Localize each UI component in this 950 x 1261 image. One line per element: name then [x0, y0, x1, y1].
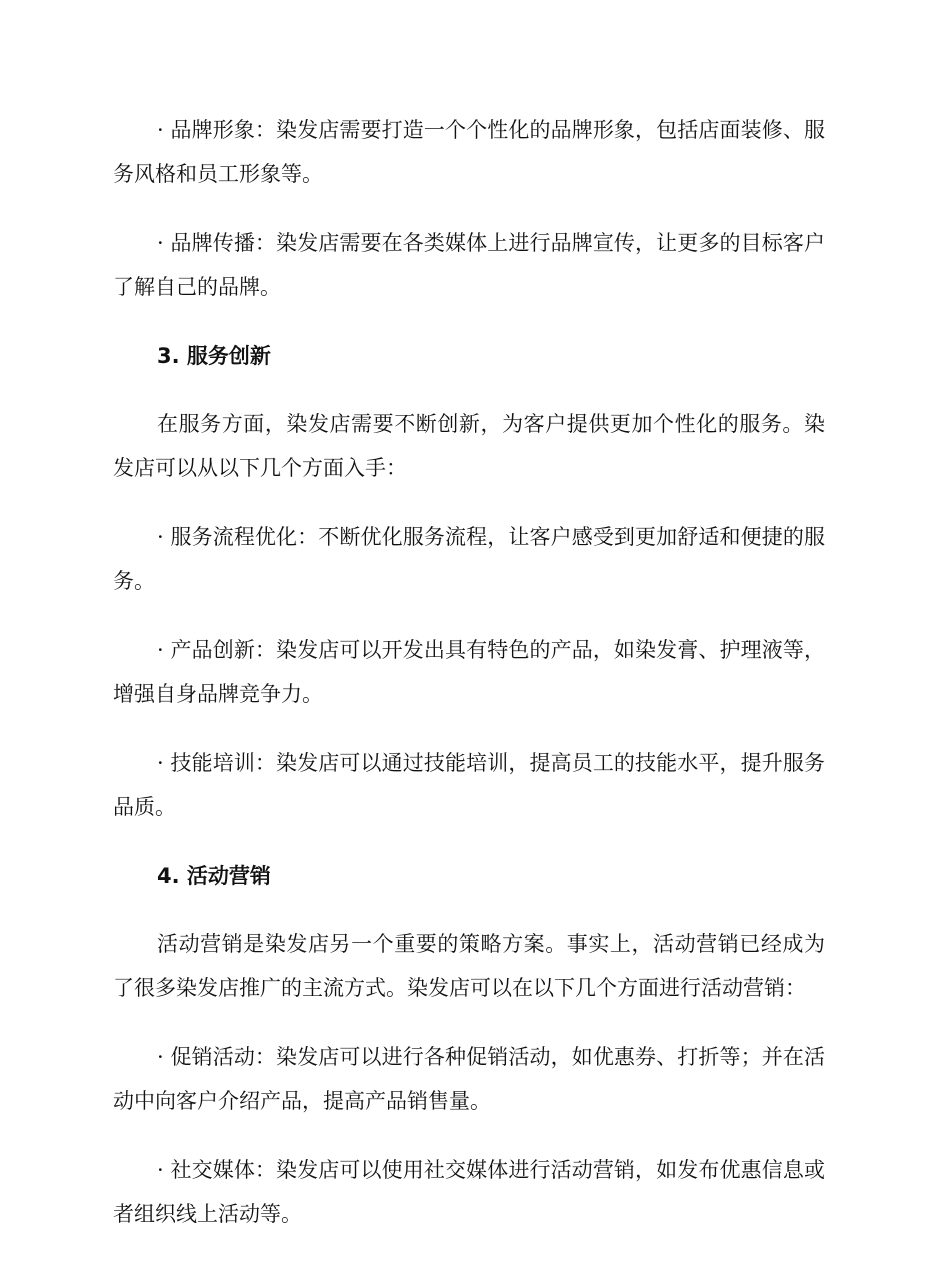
service-intro-paragraph: 在服务方面，染发店需要不断创新，为客户提供更加个性化的服务。染发店可以从以下几个方面入手： [113, 412, 825, 480]
document-page [113, 108, 825, 1261]
bullet-promotions: · 促销活动：染发店可以进行各种促销活动，如优惠券、打折等；并在活动中向客户介绍产品，提高产品销售量。 [113, 1045, 825, 1113]
bullet-skill-training: · 技能培训：染发店可以通过技能培训，提高员工的技能水平，提升服务品质。 [113, 751, 825, 819]
section-heading-service-innovation: 3. 服务创新 [157, 344, 271, 368]
event-marketing-intro-paragraph: 活动营销是染发店另一个重要的策略方案。事实上，活动营销已经成为了很多染发店推广的主流方式。染发店可以在以下几个方面进行活动营销： [113, 932, 825, 1000]
bullet-product-innovation: · 产品创新：染发店可以开发出具有特色的产品，如染发膏、护理液等，增强自身品牌竞争力。 [113, 638, 825, 706]
bullet-brand-image: · 品牌形象：染发店需要打造一个个性化的品牌形象，包括店面装修、服务风格和员工形象等。 [113, 118, 825, 186]
bullet-social-media: · 社交媒体：染发店可以使用社交媒体进行活动营销，如发布优惠信息或者组织线上活动等。 [113, 1158, 825, 1226]
bullet-brand-promotion: · 品牌传播：染发店需要在各类媒体上进行品牌宣传，让更多的目标客户了解自己的品牌。 [113, 231, 825, 299]
section-heading-event-marketing: 4. 活动营销 [157, 864, 271, 888]
bullet-process-optimization: · 服务流程优化：不断优化服务流程，让客户感受到更加舒适和便捷的服务。 [113, 525, 825, 593]
